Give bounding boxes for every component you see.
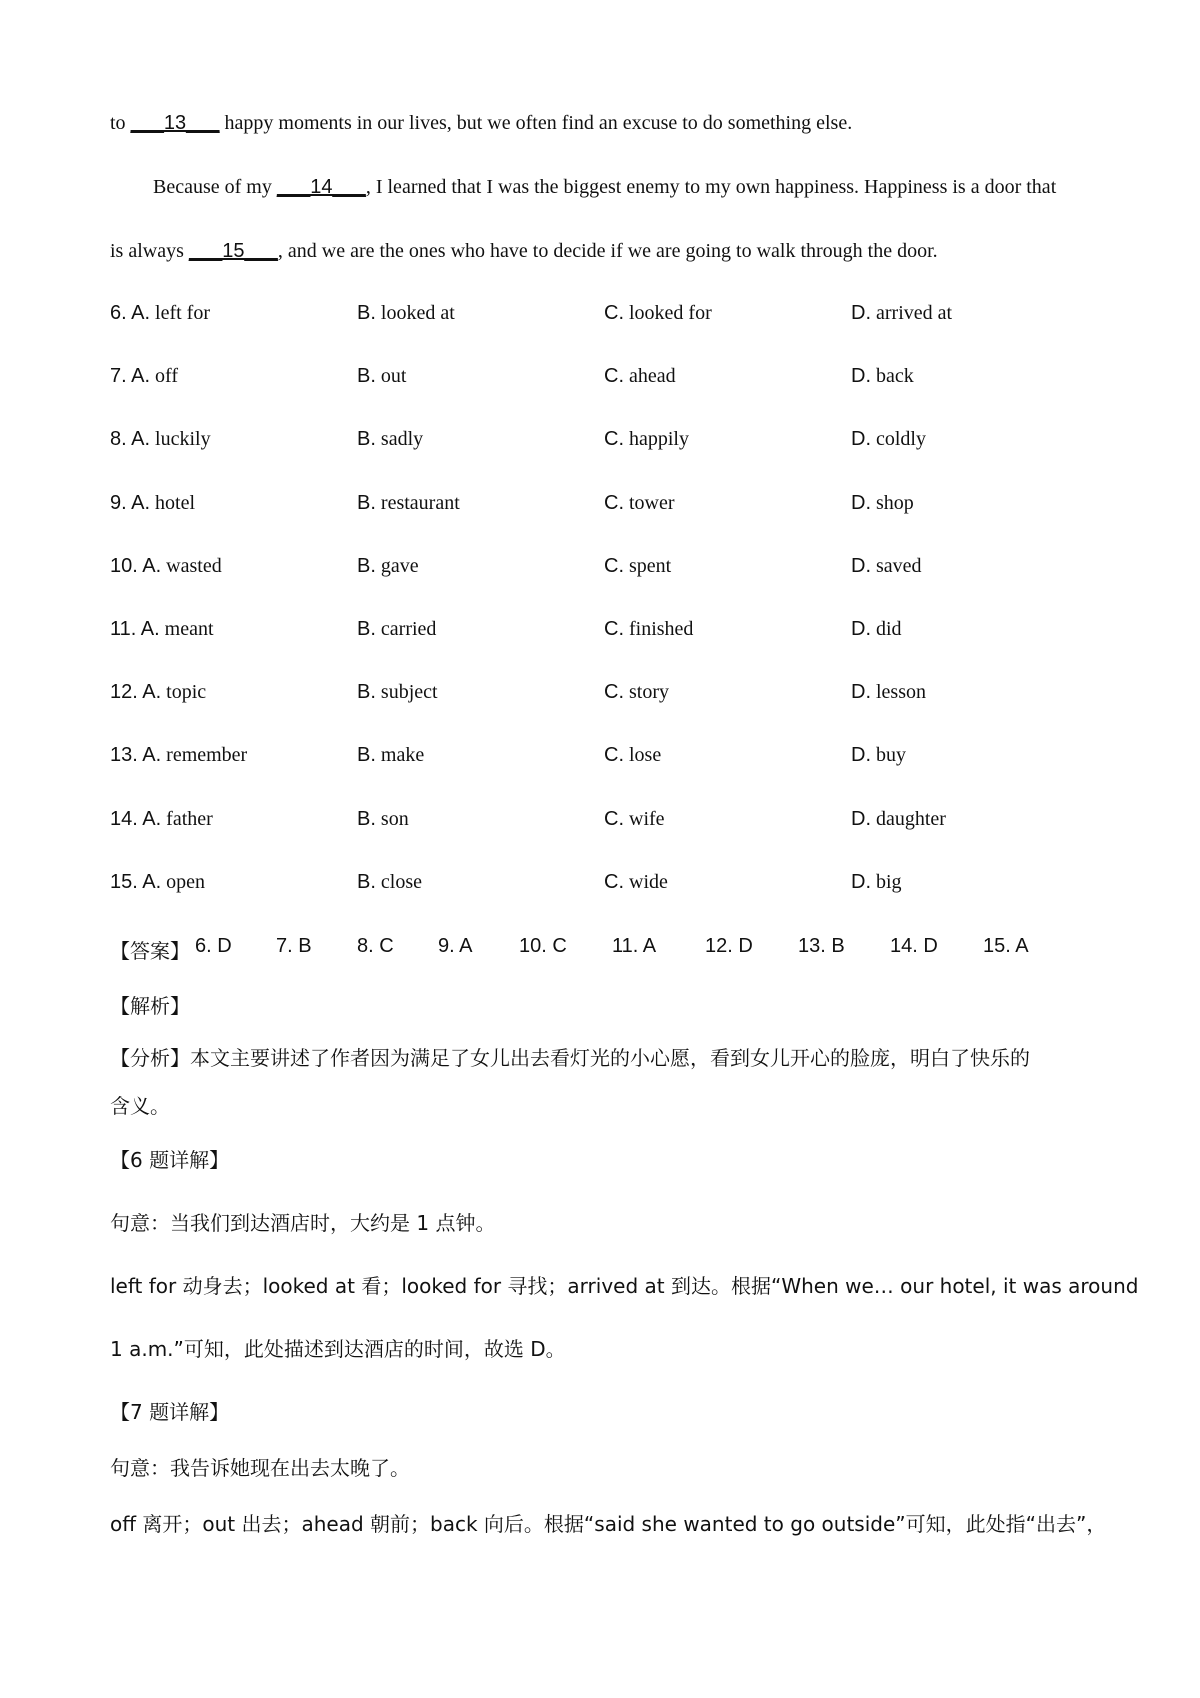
option-d [851, 555, 922, 578]
answer-item: 10. C [519, 935, 567, 957]
option-a [110, 681, 206, 704]
q7-explanation-1: off 离开；out 出去；ahead 朝前；back 向后。根据“said she wanted to go outside”可知，此处指“出去”， [110, 1512, 1107, 1536]
blank-13: ___13___ [130, 112, 220, 134]
option-label: 10. A. [110, 555, 162, 577]
option-text: topic [166, 681, 207, 703]
option-label: D. [851, 302, 871, 324]
option-d [851, 681, 926, 704]
option-text: did [876, 618, 902, 640]
option-text: open [166, 871, 206, 893]
option-label: C. [604, 871, 624, 893]
option-label: B. [357, 618, 376, 640]
option-text: saved [876, 555, 922, 577]
option-text: remember [166, 744, 248, 766]
summary-line-2: 含义。 [110, 1094, 170, 1118]
option-text: subject [380, 681, 438, 703]
option-d [851, 618, 902, 641]
option-text: hotel [155, 492, 196, 514]
passage-text: to [110, 112, 131, 134]
q6-explanation-1: left for 动身去；looked at 看；looked for 寻找；arrived at 到达。根据“When we… our hotel, it was around [110, 1274, 1139, 1298]
option-a [110, 492, 195, 515]
option-a [110, 808, 213, 831]
option-label: 11. A. [110, 618, 160, 640]
option-label: C. [604, 681, 624, 703]
passage-text: is always [110, 240, 189, 262]
option-c [604, 618, 693, 641]
option-label: D. [851, 365, 871, 387]
option-c [604, 555, 671, 578]
option-text: arrived at [876, 302, 953, 324]
option-label: 9. A. [110, 492, 151, 514]
option-a [110, 555, 222, 578]
option-label: B. [357, 492, 376, 514]
option-a [110, 428, 211, 451]
option-text: lesson [876, 681, 926, 703]
option-a [110, 302, 210, 325]
option-c [604, 744, 661, 767]
option-label: 12. A. [110, 681, 162, 703]
option-d [851, 365, 914, 388]
option-text: ahead [629, 365, 676, 387]
answer-label: 【答案】 [110, 941, 190, 963]
answer-item: 11. A [612, 935, 657, 957]
passage-line-2 [153, 176, 1056, 199]
option-d [851, 744, 906, 767]
option-a [110, 744, 247, 767]
option-label: B. [357, 871, 376, 893]
option-label: C. [604, 744, 624, 766]
option-label: D. [851, 744, 871, 766]
q7-meaning: 句意：我告诉她现在出去太晚了。 [110, 1456, 410, 1480]
option-c [604, 302, 712, 325]
option-label: D. [851, 618, 871, 640]
passage-text: happy moments in our lives, but we often find an excuse to do something else. [219, 112, 853, 134]
option-text: lose [629, 744, 662, 766]
option-b [357, 555, 419, 578]
option-a [110, 618, 214, 641]
q6-meaning: 句意：当我们到达酒店时，大约是 1 点钟。 [110, 1211, 496, 1235]
option-text: luckily [155, 428, 211, 450]
option-text: sadly [380, 428, 424, 450]
option-b [357, 428, 423, 451]
answer-item: 6. D [195, 935, 232, 957]
answer-item: 7. B [276, 935, 312, 957]
option-text: father [166, 808, 213, 830]
option-text: buy [876, 744, 906, 766]
q7-title: 【7 题详解】 [110, 1400, 230, 1424]
option-label: C. [604, 492, 624, 514]
option-label: D. [851, 492, 871, 514]
option-text: happily [629, 428, 689, 450]
answer-item: 13. B [798, 935, 845, 957]
option-d [851, 492, 914, 515]
option-text: gave [380, 555, 419, 577]
option-text: daughter [876, 808, 946, 830]
option-text: meant [164, 618, 214, 640]
option-label: D. [851, 871, 871, 893]
option-label: C. [604, 428, 624, 450]
option-c [604, 808, 665, 831]
option-text: spent [629, 555, 672, 577]
option-text: wide [629, 871, 668, 893]
option-label: C. [604, 555, 624, 577]
option-text: out [380, 365, 407, 387]
option-text: close [380, 871, 422, 893]
option-b [357, 808, 409, 831]
answer-item: 12. D [705, 935, 753, 957]
option-text: make [380, 744, 425, 766]
option-label: 8. A. [110, 428, 151, 450]
option-d [851, 428, 926, 451]
analysis-label: 【解析】 [110, 994, 190, 1018]
option-text: big [876, 871, 902, 893]
option-a [110, 365, 178, 388]
option-b [357, 744, 424, 767]
option-c [604, 365, 676, 388]
q6-title: 【6 题详解】 [110, 1148, 230, 1172]
passage-text: , and we are the ones who have to decide if we are going to walk through the door. [277, 240, 938, 262]
answer-item: 14. D [890, 935, 938, 957]
option-b [357, 302, 455, 325]
option-text: coldly [876, 428, 926, 450]
summary-line-1: 【分析】本文主要讲述了作者因为满足了女儿出去看灯光的小心愿，看到女儿开心的脸庞，明白了快乐的 [110, 1046, 1030, 1070]
option-label: B. [357, 365, 376, 387]
option-text: left for [155, 302, 211, 324]
option-text: wife [629, 808, 665, 830]
option-d [851, 302, 952, 325]
option-c [604, 428, 689, 451]
option-text: wasted [166, 555, 222, 577]
option-text: son [380, 808, 409, 830]
option-b [357, 871, 422, 894]
option-d [851, 871, 902, 894]
option-a [110, 871, 205, 894]
option-text: off [155, 365, 178, 387]
option-label: 7. A. [110, 365, 151, 387]
option-text: story [629, 681, 669, 703]
answer-item: 8. C [357, 935, 394, 957]
passage-line-3 [110, 240, 938, 263]
option-b [357, 681, 438, 704]
option-b [357, 492, 460, 515]
option-label: C. [604, 808, 624, 830]
option-text: finished [629, 618, 694, 640]
option-label: 15. A. [110, 871, 162, 893]
option-label: 13. A. [110, 744, 162, 766]
option-label: C. [604, 302, 624, 324]
option-text: back [876, 365, 914, 387]
q6-explanation-2: 1 a.m.”可知，此处描述到达酒店的时间，故选 D。 [110, 1337, 566, 1361]
option-label: B. [357, 744, 376, 766]
option-text: tower [629, 492, 675, 514]
option-text: looked at [380, 302, 455, 324]
answer-item: 9. A [438, 935, 473, 957]
option-label: 14. A. [110, 808, 162, 830]
option-c [604, 681, 669, 704]
passage-text: Because of my [153, 176, 277, 198]
option-label: B. [357, 555, 376, 577]
option-text: carried [380, 618, 437, 640]
blank-15: ___15___ [188, 240, 278, 262]
blank-14: ___14___ [276, 176, 366, 198]
answer-item: 15. A [983, 935, 1029, 957]
option-c [604, 871, 668, 894]
option-text: shop [876, 492, 914, 514]
option-label: B. [357, 428, 376, 450]
option-label: D. [851, 555, 871, 577]
option-label: B. [357, 302, 376, 324]
option-b [357, 365, 406, 388]
option-label: C. [604, 365, 624, 387]
option-label: B. [357, 808, 376, 830]
option-label: D. [851, 681, 871, 703]
option-label: 6. A. [110, 302, 151, 324]
option-label: D. [851, 428, 871, 450]
option-d [851, 808, 946, 831]
option-label: D. [851, 808, 871, 830]
option-text: looked for [629, 302, 712, 324]
passage-text: , I learned that I was the biggest enemy to my own happiness. Happiness is a door that [365, 176, 1057, 198]
option-label: C. [604, 618, 624, 640]
option-label: B. [357, 681, 376, 703]
option-b [357, 618, 436, 641]
option-text: restaurant [380, 492, 460, 514]
passage-line-1 [110, 112, 852, 135]
option-c [604, 492, 675, 515]
